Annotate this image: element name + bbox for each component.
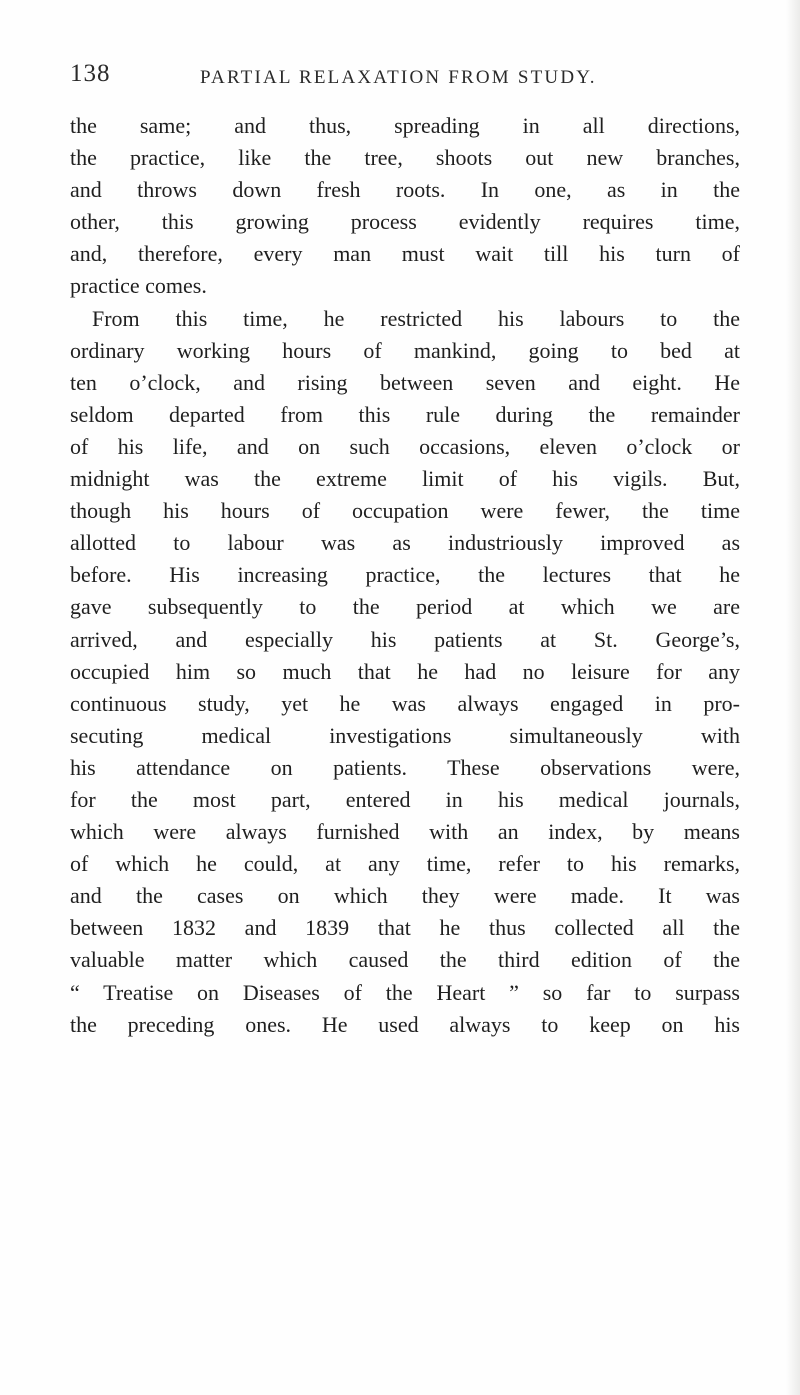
text-line: From this time, he restricted his labours to the: [92, 305, 740, 331]
text-line: ordinary working hours of mankind, going to bed at: [70, 337, 740, 363]
text-line: of which he could, at any time, refer to his remarks,: [70, 851, 740, 877]
text-line: which were always furnished with an index, by means: [70, 819, 740, 845]
text-line: practice comes.: [70, 273, 207, 299]
running-title: PARTIAL RELAXATION FROM STUDY.: [200, 67, 597, 88]
running-head: [70, 60, 740, 100]
text-line: ten o’clock, and rising between seven and eight. He: [70, 369, 740, 395]
text-line: allotted to labour was as industriously improved as: [70, 530, 740, 556]
text-line: his attendance on patients. These observations were,: [70, 754, 740, 780]
text-line: arrived, and especially his patients at St. George’s,: [70, 626, 740, 652]
text-line: gave subsequently to the period at which we are: [70, 594, 740, 620]
text-line: and, therefore, every man must wait till his turn of: [70, 241, 740, 267]
body-text: [70, 110, 740, 1041]
text-line: the same; and thus, spreading in all directions,: [70, 113, 740, 138]
text-line: occupied him so much that he had no leisure for any: [70, 658, 740, 684]
text-line: of his life, and on such occasions, eleven o’clock or: [70, 433, 740, 459]
text-line: the practice, like the tree, shoots out new branches,: [70, 145, 740, 171]
text-line: and throws down fresh roots. In one, as in the: [70, 177, 740, 203]
text-line: though his hours of occupation were fewer, the time: [70, 498, 740, 524]
text-line: seldom departed from this rule during the remainder: [70, 401, 740, 427]
text-line: “ Treatise on Diseases of the Heart ” so far to surpass: [70, 979, 740, 1005]
text-line: and the cases on which they were made. It was: [70, 883, 740, 909]
page-number: 138: [70, 60, 111, 87]
text-line: valuable matter which caused the third edition of the: [70, 947, 740, 973]
text-line: midnight was the extreme limit of his vigils. But,: [70, 466, 740, 492]
text-line: the preceding ones. He used always to keep on his: [70, 1011, 740, 1037]
text-line: before. His increasing practice, the lectures that he: [70, 562, 740, 588]
text-line: continuous study, yet he was always engaged in pro-: [70, 690, 740, 716]
text-line: between 1832 and 1839 that he thus collected all the: [70, 915, 740, 941]
page-edge-shadow: [786, 0, 800, 1395]
text-line: secuting medical investigations simultaneously with: [70, 722, 740, 748]
text-line: for the most part, entered in his medical journals,: [70, 786, 740, 812]
text-line: other, this growing process evidently requires time,: [70, 209, 740, 235]
